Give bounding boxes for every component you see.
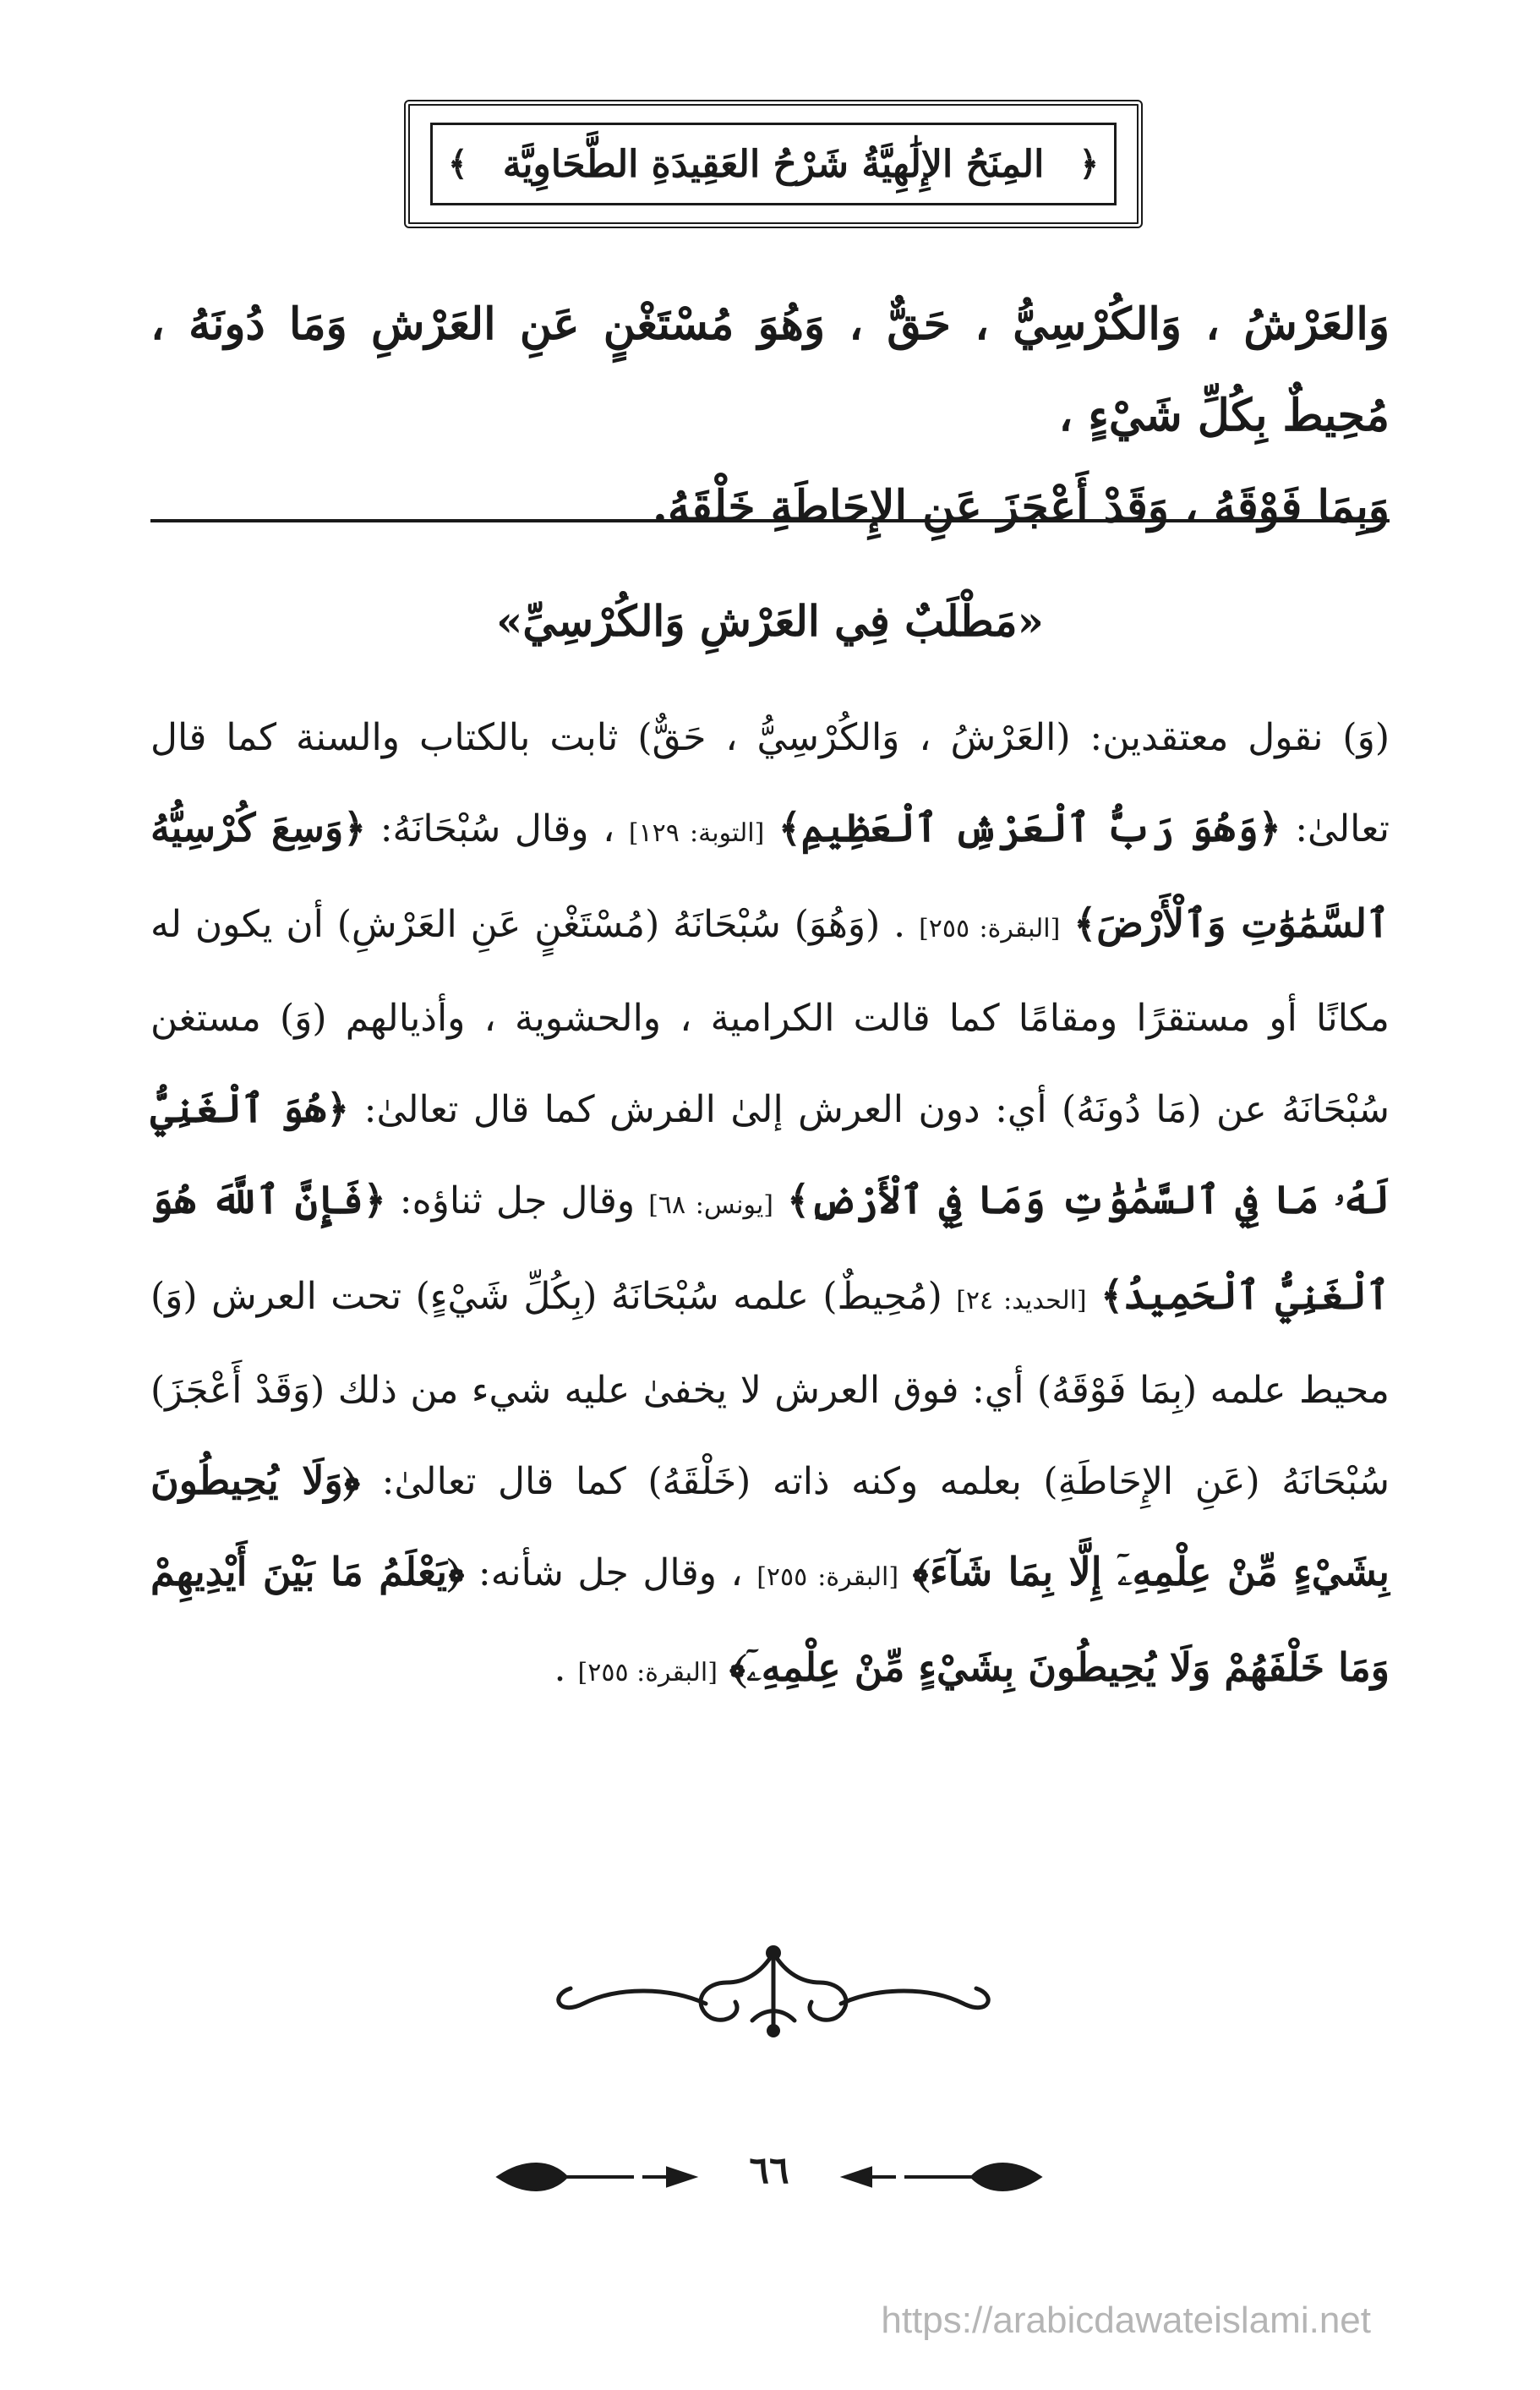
quran-quote: ﴿يَعْلَمُ مَا بَيْنَ أَيْدِيهِمْ وَمَا خَلْفَهُمْ وَلَا يُحِيطُونَ بِشَيْءٍ مِّنْ عِلْمِهِۦٓ﴾ bbox=[150, 1549, 1390, 1690]
matn-line-1: وَالعَرْشُ ، وَالكُرْسِيُّ ، حَقٌّ ، وَهُوَ مُسْتَغْنٍ عَنِ العَرْشِ وَمَا دُونَهُ ، مُحِيطٌ بِكُلِّ شَيْءٍ ، bbox=[150, 298, 1390, 441]
section-heading: «مَطْلَبٌ فِي العَرْشِ وَالكُرْسِيِّ» bbox=[496, 596, 1044, 646]
verse-reference: [الحديد: ٢٤] bbox=[956, 1286, 1087, 1315]
commentary-text: . bbox=[554, 1647, 566, 1690]
separator-rule bbox=[150, 519, 1390, 522]
verse-reference: [يونس: ٦٨] bbox=[648, 1190, 773, 1220]
quran-quote: ﴿وَلَا يُحِيطُونَ بِشَيْءٍ مِّنْ عِلْمِهِۦٓ إِلَّا بِمَا شَآءَ﴾ bbox=[150, 1458, 1390, 1594]
matn-text bbox=[150, 279, 1390, 553]
header-ornament-left: ﴾ bbox=[448, 144, 468, 184]
header-inner-frame bbox=[430, 123, 1117, 205]
book-title: المِنَحُ الإِلَٰهِيَّةُ شَرْحُ العَقِيدَةِ الطَّحَاوِيَّة bbox=[502, 142, 1045, 186]
matn-line-2: وَبِمَا فَوْقَهُ ، وَقَدْ أَعْجَزَ عَنِ الإِحَاطَةِ خَلْقَهُ. bbox=[652, 481, 1390, 533]
quran-quote: ﴿فَإِنَّ ٱللَّهَ هُوَ ٱلْغَنِيُّ ٱلْحَمِيدُ﴾ bbox=[150, 1177, 1390, 1318]
page-number: ٦٦ bbox=[749, 2149, 789, 2192]
quran-quote: ﴿وَهُوَ رَبُّ ٱلْعَرْشِ ٱلْعَظِيمِ﴾ bbox=[778, 805, 1281, 850]
quran-quote: ﴿هُوَ ٱلْغَنِيُّ لَهُۥ مَا فِي ٱلسَّمَٰوَٰتِ وَمَا فِي ٱلْأَرْضِ﴾ bbox=[150, 1086, 1390, 1222]
page-number-block bbox=[473, 2139, 1065, 2215]
commentary-text: . (وَهُوَ) سُبْحَانَهُ (مُسْتَغْنٍ عَنِ العَرْشِ) أن يكون له مكانًا أو مستقرًا ومقامًا كما قالت الكرامية ، والحشوية ، وأذيالهم (وَ) مستغن سُبْحَانَهُ عن (مَا دُونَهُ) أي: دون العرش إلىٰ الفرش كما قال تعالىٰ: bbox=[150, 903, 1390, 1131]
verse-reference: [البقرة: ٢٥٥] bbox=[577, 1658, 718, 1687]
watermark: https://arabicdawateislami.net bbox=[881, 2300, 1371, 2341]
commentary-paragraph bbox=[150, 693, 1390, 1718]
fleuron-ornament-icon bbox=[524, 1936, 1023, 2046]
verse-reference: [التوبة: ١٢٩] bbox=[628, 818, 765, 848]
running-header bbox=[404, 100, 1143, 228]
commentary-text: (مُحِيطٌ) علمه سُبْحَانَهُ (بِكُلِّ شَيْءٍ) تحت العرش (وَ) محيط علمه (بِمَا فَوْقَهُ) أي: فوق العرش لا يخفىٰ عليه شيء من ذلك (وَقَدْ أَعْجَزَ) سُبْحَانَهُ (عَنِ الإِحَاطَةِ) بعلمه وكنه ذاته (خَلْقَهُ) كما قال تعالىٰ: bbox=[150, 1275, 1390, 1503]
commentary-text: ، وقال جل شأنه: bbox=[464, 1551, 743, 1594]
quran-quote: ﴿وَسِعَ كُرْسِيُّهُ ٱلسَّمَٰوَٰتِ وَٱلْأَرْضَ﴾ bbox=[150, 805, 1390, 946]
verse-reference: [البقرة: ٢٥٥] bbox=[756, 1562, 899, 1592]
verse-reference: [البقرة: ٢٥٥] bbox=[919, 914, 1061, 943]
commentary-text: ، وقال سُبْحَانَهُ: bbox=[366, 807, 615, 850]
commentary-text: (وَ) نقول معتقدين: (العَرْشُ ، وَالكُرْسِيُّ ، حَقٌّ) ثابت بالكتاب والسنة كما قال تعالىٰ: bbox=[150, 716, 1390, 850]
commentary-text: وقال جل ثناؤه: bbox=[385, 1179, 636, 1222]
header-ornament-right: ﴿ bbox=[1079, 144, 1099, 184]
